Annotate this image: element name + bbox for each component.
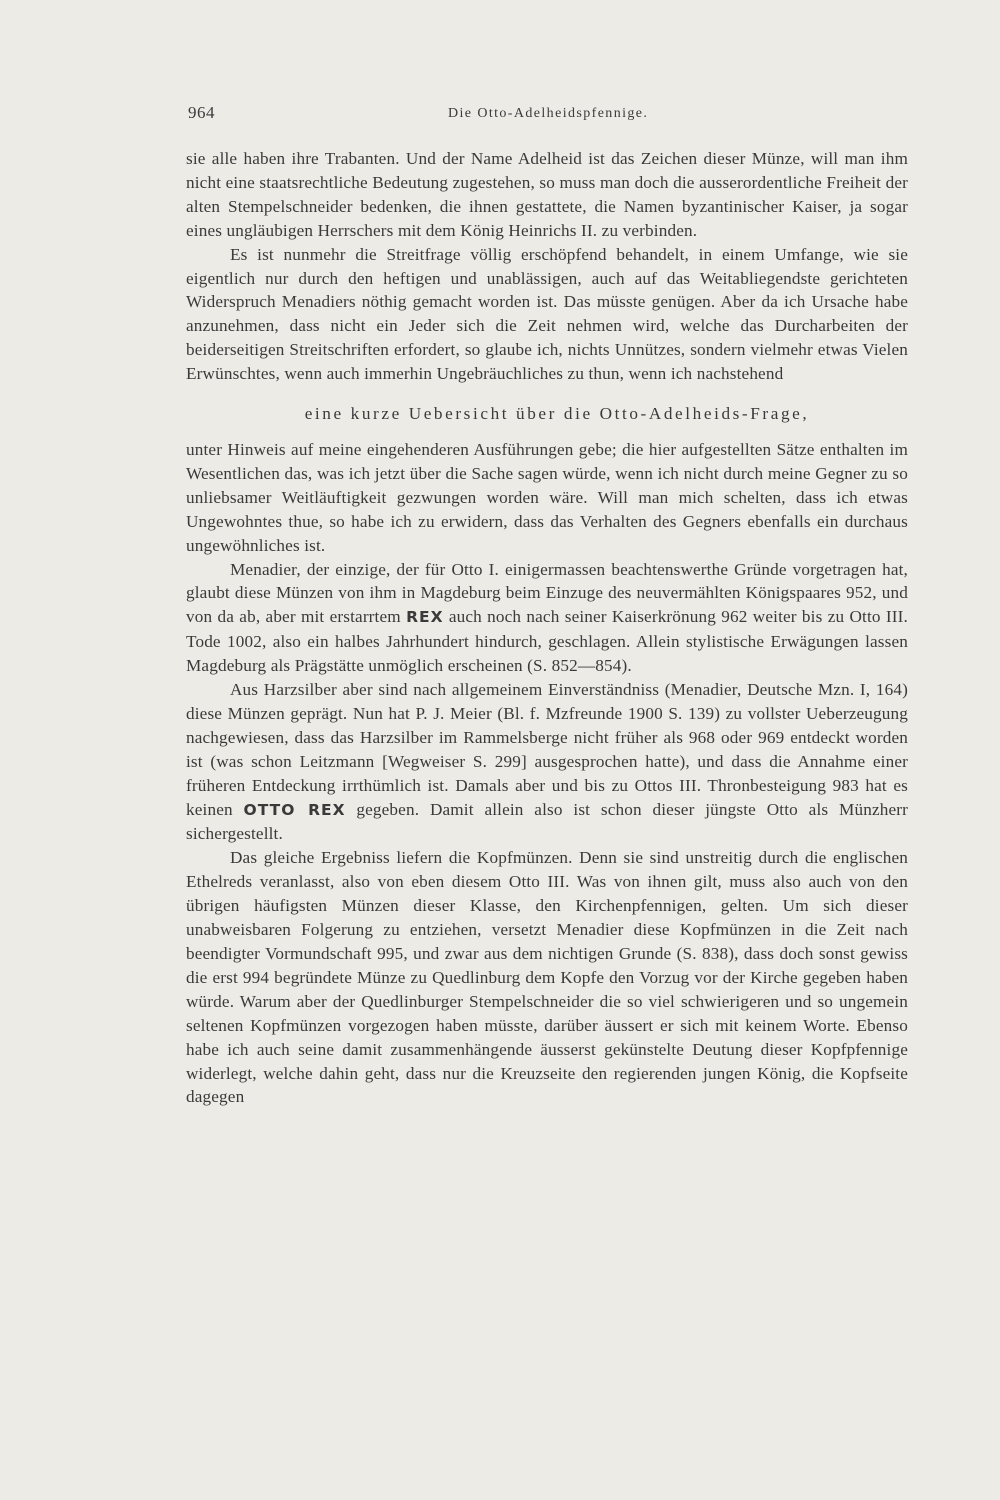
running-title: Die Otto-Adelheidspfennige. xyxy=(448,106,649,121)
page-number: 964 xyxy=(188,103,215,122)
paragraph-5 xyxy=(186,678,908,846)
otto-rex-inscription: OTTO REX xyxy=(243,800,346,819)
paragraph-5-text-b: gegeben. Damit allein also ist schon dieser jüngste Otto als Münzherr sichergestellt. xyxy=(186,799,908,844)
paragraph-6: Das gleiche Ergebniss liefern die Kopfmünzen. Denn sie sind unstreitig durch die englischen Ethelreds veranlasst, also von eben diesem Otto III. Was von ihnen gilt, muss also auch von den übrigen häufigsten Münzen dieser Klasse, den Kirchenpfennigen, gelten. Um sich dieser unabweisbaren Folgerung zu entziehen, versetzt Menadier diese Kopfmünzen in die Zeit nach beendigter Vormundschaft 995, und zwar aus dem nichtigen Grunde (S. 838), dass doch sonst gewiss die erst 994 begründete Münze zu Quedlinburg dem Kopfe den Vorzug vor der Kirche gegeben haben würde. Warum aber der Quedlinburger Stempelschneider die so viel schwierigeren und so ungemein seltenen Kopfmünzen vorgezogen haben müsste, darüber äussert er sich mit keinem Worte. Ebenso habe ich auch seine damit zusammenhängende äusserst gekünstelte Deutung dieser Kopfpfennige widerlegt, welche dahin geht, dass nur die Kreuzseite den regierenden jungen König, die Kopfseite dagegen xyxy=(186,848,908,1107)
paragraph-4-text-b: auch noch nach seiner Kaiserkrönung 962 weiter bis zu Otto III. Tode 1002, also ein halbes Jahrhundert hindurch, geschlagen. Allein stylistische Erwägungen lassen Magdeburg als Prägstätte unmöglich erscheinen (S. 852—854). xyxy=(186,607,908,676)
page-header xyxy=(188,103,908,133)
section-heading: eine kurze Uebersicht über die Otto-Adelheids-Frage, xyxy=(304,404,810,424)
paragraph-3: unter Hinweis auf meine eingehenderen Ausführungen gebe; die hier aufgestellten Sätze enthalten im Wesentlichen das, was ich jetzt über die Sache sagen würde, wenn ich nicht durch meine Gegner zu so unliebsamer Weitläuftigkeit gezwungen worden wäre. Will man mich schelten, dass ich etwas Ungewohntes thue, so habe ich zu erwidern, dass das Verhalten des Gegners ebenfalls ein durchaus ungewöhnliches ist. xyxy=(186,439,908,555)
paragraph-5-text-a: Aus Harzsilber aber sind nach allgemeinem Einverständniss (Menadier, Deutsche Mzn. I, 164) diese Münzen geprägt. Nun hat P. J. Meier (Bl. f. Mzfreunde 1900 S. 139) zu vollster Ueberzeugung nachgewiesen, dass das Harzsilber im Rammelsberge nicht früher als 968 oder 969 entdeckt worden ist (was schon Leitzmann [Wegweiser S. 299] ausgesprochen hatte), und dass die Annahme einer früheren Entdeckung irrthümlich ist. Damals aber und bis zu Ottos III. Thronbesteigung 983 hat es keinen xyxy=(186,680,908,819)
paragraph-4 xyxy=(186,558,908,679)
paragraph-1: sie alle haben ihre Trabanten. Und der Name Adelheid ist das Zeichen dieser Münze, will man ihm nicht eine staatsrechtliche Bedeutung zugestehen, so muss man doch die ausserordentliche Freiheit der alten Stempelschneider bedenken, die ihnen gestattete, die Namen byzantinischer Kaiser, ja sogar eines ungläubigen Herrschers mit dem König Heinrichs II. zu verbinden. xyxy=(186,149,908,240)
paragraph-4-text-a: Menadier, der einzige, der für Otto I. einigermassen beachtenswerthe Gründe vorgetragen hat, glaubt diese Münzen von ihm in Magdeburg beim Einzuge des neuvermählten Königspaares 952, und von da ab, aber mit erstarrtem xyxy=(186,559,908,627)
rex-inscription: REX xyxy=(406,608,444,627)
body-text xyxy=(186,147,908,1109)
paragraph-2: Es ist nunmehr die Streitfrage völlig erschöpfend behandelt, in einem Umfange, wie sie eigentlich nur durch den heftigen und unablässigen, auch auf das Weitabliegendste gerichteten Widerspruch Menadiers nöthig gemacht worden ist. Das müsste genügen. Aber da ich Ursache habe anzunehmen, dass nicht ein Jeder sich die Zeit nehmen wird, welche das Durcharbeiten der beiderseitigen Streitschriften erfordert, so glaube ich, nichts Unnützes, sondern vielmehr etwas Vielen Erwünschtes, wenn auch immerhin Ungebräuchliches zu thun, wenn ich nachstehend xyxy=(186,244,908,384)
